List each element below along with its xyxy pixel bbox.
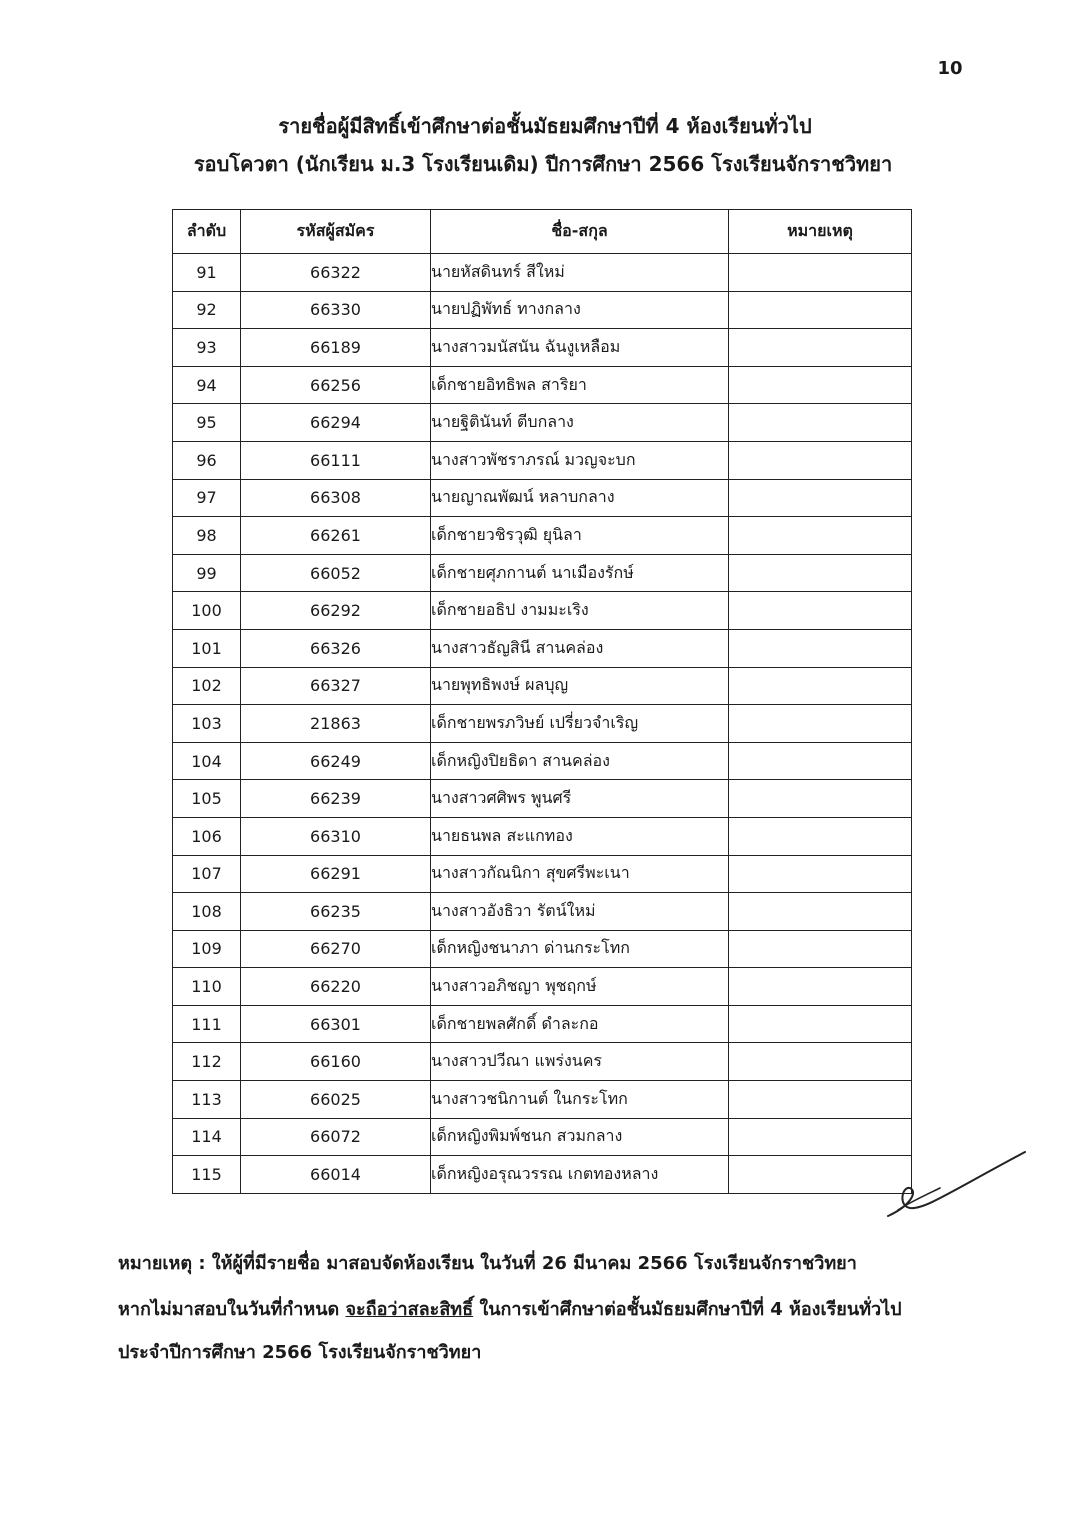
cell-no: 102 [173,667,241,705]
document-title: รายชื่อผู้มีสิทธิ์เข้าศึกษาต่อชั้นมัธยมศึกษาปีที่ 4 ห้องเรียนทั่วไป [278,114,812,138]
roster-table [172,209,912,1194]
cell-remark [729,893,912,931]
cell-remark [729,705,912,743]
cell-no: 104 [173,742,241,780]
table-row [173,705,912,743]
cell-no: 108 [173,893,241,931]
cell-no: 109 [173,930,241,968]
cell-code: 66294 [241,404,431,442]
cell-code: 66310 [241,817,431,855]
table-row [173,517,912,555]
table-row [173,629,912,667]
cell-name: นางสาวศศิพร พูนศรี [431,780,729,818]
cell-code: 66308 [241,479,431,517]
cell-name: นายพุทธิพงษ์ ผลบุญ [431,667,729,705]
cell-code: 66330 [241,291,431,329]
table-row [173,817,912,855]
header-remark: หมายเหตุ [729,210,912,254]
table-header-row [173,210,912,254]
cell-remark [729,554,912,592]
cell-code: 66301 [241,1005,431,1043]
note-forfeit-text: จะถือว่าสละสิทธิ์ [345,1299,474,1320]
cell-no: 98 [173,517,241,555]
note-line-3: ประจำปีการศึกษา 2566 โรงเรียนจักราชวิทยา [118,1342,482,1363]
table-row [173,479,912,517]
cell-name: นายปฏิพัทธ์ ทางกลาง [431,291,729,329]
table-body [173,254,912,1194]
cell-name: เด็กหญิงพิมพ์ชนก สวมกลาง [431,1118,729,1156]
cell-name: เด็กชายพลศักดิ์ ดำละกอ [431,1005,729,1043]
table-row [173,930,912,968]
table-row [173,667,912,705]
cell-remark [729,291,912,329]
cell-code: 66220 [241,968,431,1006]
cell-no: 93 [173,329,241,367]
cell-no: 95 [173,404,241,442]
cell-name: เด็กชายวชิรวุฒิ ยุนิลา [431,517,729,555]
cell-no: 96 [173,441,241,479]
table-row [173,592,912,630]
cell-code: 66025 [241,1081,431,1119]
table-row [173,1156,912,1194]
cell-code: 66291 [241,855,431,893]
table-row [173,1043,912,1081]
table-row [173,780,912,818]
table-row [173,329,912,367]
cell-code: 66256 [241,366,431,404]
cell-no: 101 [173,629,241,667]
cell-remark [729,366,912,404]
cell-no: 110 [173,968,241,1006]
cell-name: นายธนพล สะแกทอง [431,817,729,855]
cell-no: 114 [173,1118,241,1156]
cell-code: 66292 [241,592,431,630]
cell-name: นางสาวชนิกานต์ ในกระโทก [431,1081,729,1119]
cell-remark [729,404,912,442]
cell-remark [729,855,912,893]
cell-remark [729,329,912,367]
cell-no: 112 [173,1043,241,1081]
cell-code: 66014 [241,1156,431,1194]
table-row [173,554,912,592]
cell-no: 115 [173,1156,241,1194]
cell-no: 100 [173,592,241,630]
header-code: รหัสผู้สมัคร [241,210,431,254]
cell-name: เด็กชายอธิป งามมะเริง [431,592,729,630]
cell-code: 66239 [241,780,431,818]
cell-code: 21863 [241,705,431,743]
cell-remark [729,817,912,855]
cell-name: นางสาวพัชราภรณ์ มวญจะบก [431,441,729,479]
page-number: 10 [937,58,963,79]
cell-name: เด็กชายศุภกานต์ นาเมืองรักษ์ [431,554,729,592]
table-row [173,291,912,329]
cell-remark [729,780,912,818]
signature-mark [880,1148,1030,1223]
cell-no: 106 [173,817,241,855]
cell-no: 105 [173,780,241,818]
cell-code: 66249 [241,742,431,780]
cell-remark [729,667,912,705]
table-row [173,1005,912,1043]
table-row [173,1118,912,1156]
cell-code: 66235 [241,893,431,931]
cell-name: นายญาณพัฒน์ หลาบกลาง [431,479,729,517]
table-row [173,855,912,893]
cell-remark [729,968,912,1006]
cell-name: เด็กชายอิทธิพล สาริยา [431,366,729,404]
cell-remark [729,1005,912,1043]
cell-code: 66322 [241,254,431,292]
cell-name: นางสาวมนัสนัน ฉันงูเหลือม [431,329,729,367]
cell-no: 107 [173,855,241,893]
cell-remark [729,629,912,667]
cell-code: 66327 [241,667,431,705]
cell-remark [729,1081,912,1119]
header-no: ลำดับ [173,210,241,254]
cell-no: 92 [173,291,241,329]
table-row [173,404,912,442]
cell-remark [729,742,912,780]
cell-no: 111 [173,1005,241,1043]
cell-name: นางสาวอังธิวา รัตน์ใหม่ [431,893,729,931]
cell-no: 91 [173,254,241,292]
note-line-1: หมายเหตุ : ให้ผู้ที่มีรายชื่อ มาสอบจัดห้องเรียน ในวันที่ 26 มีนาคม 2566 โรงเรียนจักราชวิทยา [118,1253,857,1274]
cell-name: นางสาวธัญสินี สานคล่อง [431,629,729,667]
cell-remark [729,441,912,479]
cell-remark [729,930,912,968]
cell-code: 66270 [241,930,431,968]
table-row [173,742,912,780]
cell-name: เด็กชายพรภวิษย์ เปรี่ยวจำเริญ [431,705,729,743]
cell-code: 66160 [241,1043,431,1081]
cell-no: 97 [173,479,241,517]
table-row [173,1081,912,1119]
cell-name: นางสาวอภิชญา พุชฤกษ์ [431,968,729,1006]
cell-code: 66052 [241,554,431,592]
table-row [173,968,912,1006]
cell-code: 66326 [241,629,431,667]
cell-name: นายหัสดินทร์ สีใหม่ [431,254,729,292]
cell-code: 66072 [241,1118,431,1156]
note-line-2 [118,1294,1018,1323]
cell-remark [729,517,912,555]
cell-code: 66261 [241,517,431,555]
cell-remark [729,254,912,292]
cell-no: 94 [173,366,241,404]
table-row [173,254,912,292]
cell-name: เด็กหญิงอรุณวรรณ เกตทองหลาง [431,1156,729,1194]
cell-name: เด็กหญิงชนาภา ด่านกระโทก [431,930,729,968]
cell-no: 113 [173,1081,241,1119]
cell-name: นางสาวกัณนิกา สุขศรีพะเนา [431,855,729,893]
table-row [173,366,912,404]
header-name: ชื่อ-สกุล [431,210,729,254]
note-line-2-post: ในการเข้าศึกษาต่อชั้นมัธยมศึกษาปีที่ 4 ห้องเรียนทั่วไป [473,1299,902,1320]
table-row [173,893,912,931]
cell-name: เด็กหญิงปิยธิดา สานคล่อง [431,742,729,780]
cell-no: 99 [173,554,241,592]
cell-no: 103 [173,705,241,743]
cell-code: 66189 [241,329,431,367]
table-row [173,441,912,479]
document-subtitle: รอบโควตา (นักเรียน ม.3 โรงเรียนเดิม) ปีการศึกษา 2566 โรงเรียนจักราชวิทยา [193,152,893,176]
note-line-2-pre: หากไม่มาสอบในวันที่กำหนด [118,1299,346,1320]
cell-code: 66111 [241,441,431,479]
cell-remark [729,1043,912,1081]
cell-remark [729,592,912,630]
cell-name: นายฐิตินันท์ ตีบกลาง [431,404,729,442]
cell-name: นางสาวปวีณา แพร่งนคร [431,1043,729,1081]
cell-remark [729,479,912,517]
